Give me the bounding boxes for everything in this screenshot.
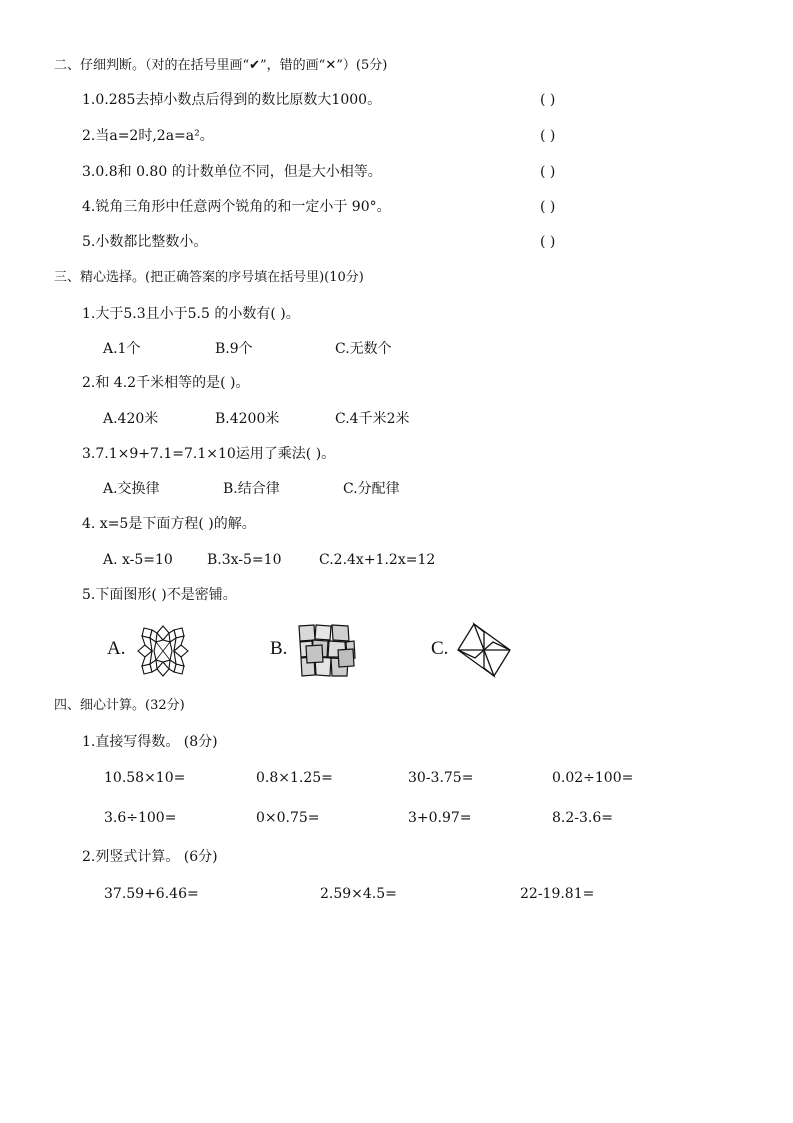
direct-calc-title: 1.直接写得数。 (8分) <box>82 734 218 750</box>
choice-question-3: 3.7.1×9+7.1=7.1×10运用了乘法( )。 <box>82 446 336 462</box>
choice-2-option-b[interactable]: B.4200米 <box>215 411 280 427</box>
direct-calc-4: 0.02÷100= <box>552 770 634 786</box>
vertical-calc-1: 37.59+6.46= <box>104 886 199 902</box>
choice-question-4: 4. x=5是下面方程( )的解。 <box>82 516 256 532</box>
figure-c-label[interactable]: C. <box>431 638 449 659</box>
judge-item-4: 4.锐角三角形中任意两个锐角的和一定小于 90°。 <box>82 199 391 215</box>
judge-item-1: 1.0.285去掉小数点后得到的数比原数大1000。 <box>82 92 382 108</box>
section-4-title: 四、细心计算。(32分) <box>54 698 185 713</box>
answer-paren-3[interactable]: ( ) <box>540 164 556 180</box>
choice-4-option-c[interactable]: C.2.4x+1.2x=12 <box>319 552 436 568</box>
choice-1-option-b[interactable]: B.9个 <box>215 341 253 357</box>
choice-1-option-a[interactable]: A.1个 <box>103 341 141 357</box>
choice-2-option-a[interactable]: A.420米 <box>103 411 159 427</box>
choice-question-2: 2.和 4.2千米相等的是( )。 <box>82 375 250 391</box>
choice-4-option-a[interactable]: A. x-5=10 <box>103 552 173 568</box>
choice-3-option-b[interactable]: B.结合律 <box>223 481 280 497</box>
section-2-title: 二、仔细判断。（对的在括号里画“✔”，错的画“✕”）(5分) <box>54 58 388 73</box>
vertical-calc-title: 2.列竖式计算。 (6分) <box>82 849 218 865</box>
direct-calc-1: 10.58×10= <box>104 770 186 786</box>
choice-question-5: 5.下面图形( )不是密铺。 <box>82 587 237 603</box>
direct-calc-5: 3.6÷100= <box>104 810 177 826</box>
choice-3-option-c[interactable]: C.分配律 <box>343 481 400 497</box>
choice-question-1: 1.大于5.3且小于5.5 的小数有( )。 <box>82 306 300 322</box>
direct-calc-8: 8.2-3.6= <box>552 810 613 826</box>
direct-calc-2: 0.8×1.25= <box>256 770 333 786</box>
vertical-calc-2: 2.59×4.5= <box>320 886 397 902</box>
choice-1-option-c[interactable]: C.无数个 <box>335 341 392 357</box>
direct-calc-6: 0×0.75= <box>256 810 320 826</box>
answer-paren-5[interactable]: ( ) <box>540 234 556 250</box>
vertical-calc-3: 22-19.81= <box>520 886 595 902</box>
answer-paren-1[interactable]: ( ) <box>540 92 556 108</box>
pinwheel-figure-c <box>455 622 513 678</box>
section-3-title: 三、精心选择。(把正确答案的序号填在括号里)(10分) <box>54 270 364 285</box>
answer-paren-4[interactable]: ( ) <box>540 199 556 215</box>
figure-a-label[interactable]: A. <box>107 638 126 659</box>
figure-b-label[interactable]: B. <box>270 638 288 659</box>
direct-calc-3: 30-3.75= <box>408 770 474 786</box>
judge-item-3: 3.0.8和 0.80 的计数单位不同，但是大小相等。 <box>82 164 382 180</box>
judge-item-2: 2.当a=2时,2a=a²。 <box>82 128 214 144</box>
choice-3-option-a[interactable]: A.交换律 <box>103 481 160 497</box>
answer-paren-2[interactable]: ( ) <box>540 128 556 144</box>
tessellation-figure-b <box>298 624 356 678</box>
choice-4-option-b[interactable]: B.3x-5=10 <box>207 552 282 568</box>
judge-item-5: 5.小数都比整数小。 <box>82 234 208 250</box>
choice-2-option-c[interactable]: C.4千米2米 <box>335 411 410 427</box>
tessellation-figure-a <box>136 624 190 678</box>
direct-calc-7: 3+0.97= <box>408 810 472 826</box>
